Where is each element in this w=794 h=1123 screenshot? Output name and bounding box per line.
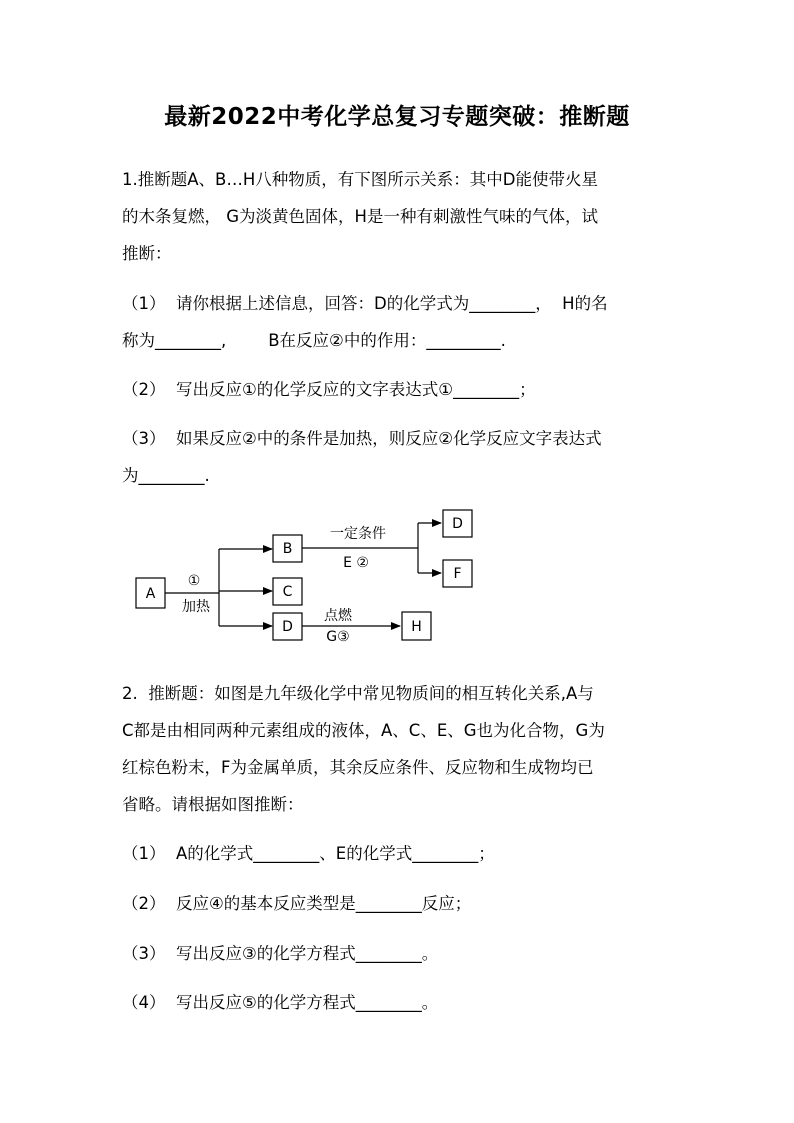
reaction3-condition: 点燃 bbox=[324, 608, 352, 624]
node-f-label: F bbox=[453, 566, 462, 582]
q2-part1: （1） A的化学式________、E的化学式________； bbox=[122, 844, 495, 863]
q1-part1-line-2: 称为________, B在反应②中的作用：_________. bbox=[122, 331, 506, 350]
page-title: 最新2022中考化学总复习专题突破：推断题 bbox=[164, 104, 630, 130]
q2-intro-line-2: C都是由相同两种元素组成的液体，A、C、E、G也为化合物，G为 bbox=[122, 721, 605, 740]
node-c-label: C bbox=[282, 584, 293, 600]
reaction1-number: ① bbox=[187, 573, 201, 589]
q1-part2: （2） 写出反应①的化学反应的文字表达式①________； bbox=[122, 380, 536, 399]
q1-intro-line-2: 的木条复燃， G为淡黄色固体，H是一种有刺激性气味的气体，试 bbox=[122, 207, 598, 226]
q2-intro-line-1: 2. 推断题：如图是九年级化学中常见物质间的相互转化关系,A与 bbox=[122, 684, 594, 703]
q2-part3: （3） 写出反应③的化学方程式________。 bbox=[122, 944, 439, 963]
reaction3-number: G③ bbox=[326, 629, 350, 645]
q1-part3-line-2: 为________. bbox=[122, 466, 210, 485]
node-d-upper-label: D bbox=[452, 516, 463, 532]
reaction2-condition: 一定条件 bbox=[330, 526, 386, 542]
reaction1-condition: 加热 bbox=[182, 599, 210, 615]
reaction2-number: E ② bbox=[343, 555, 369, 571]
q2-part4: （4） 写出反应⑤的化学方程式________。 bbox=[122, 993, 439, 1012]
q1-intro-line-3: 推断： bbox=[122, 244, 172, 263]
q1-part1-line-1: （1） 请你根据上述信息，回答：D的化学式为________， H的名 bbox=[122, 294, 608, 313]
node-h-label: H bbox=[411, 619, 422, 635]
q2-intro-line-3: 红棕色粉末，F为金属单质，其余反应条件、反应物和生成物均已 bbox=[122, 758, 594, 777]
q2-part2: （2） 反应④的基本反应类型是________反应； bbox=[122, 894, 472, 913]
q1-part3-line-1: （3） 如果反应②中的条件是加热，则反应②化学反应文字表达式 bbox=[122, 429, 602, 448]
q2-intro-line-4: 省略。请根据如图推断： bbox=[122, 795, 304, 814]
node-a-label: A bbox=[145, 586, 156, 602]
node-b-label: B bbox=[282, 541, 293, 557]
node-d-lower-label: D bbox=[282, 619, 293, 635]
q1-intro-line-1: 1.推断题A、B…H八种物质，有下图所示关系：其中D能使带火星 bbox=[122, 170, 598, 189]
